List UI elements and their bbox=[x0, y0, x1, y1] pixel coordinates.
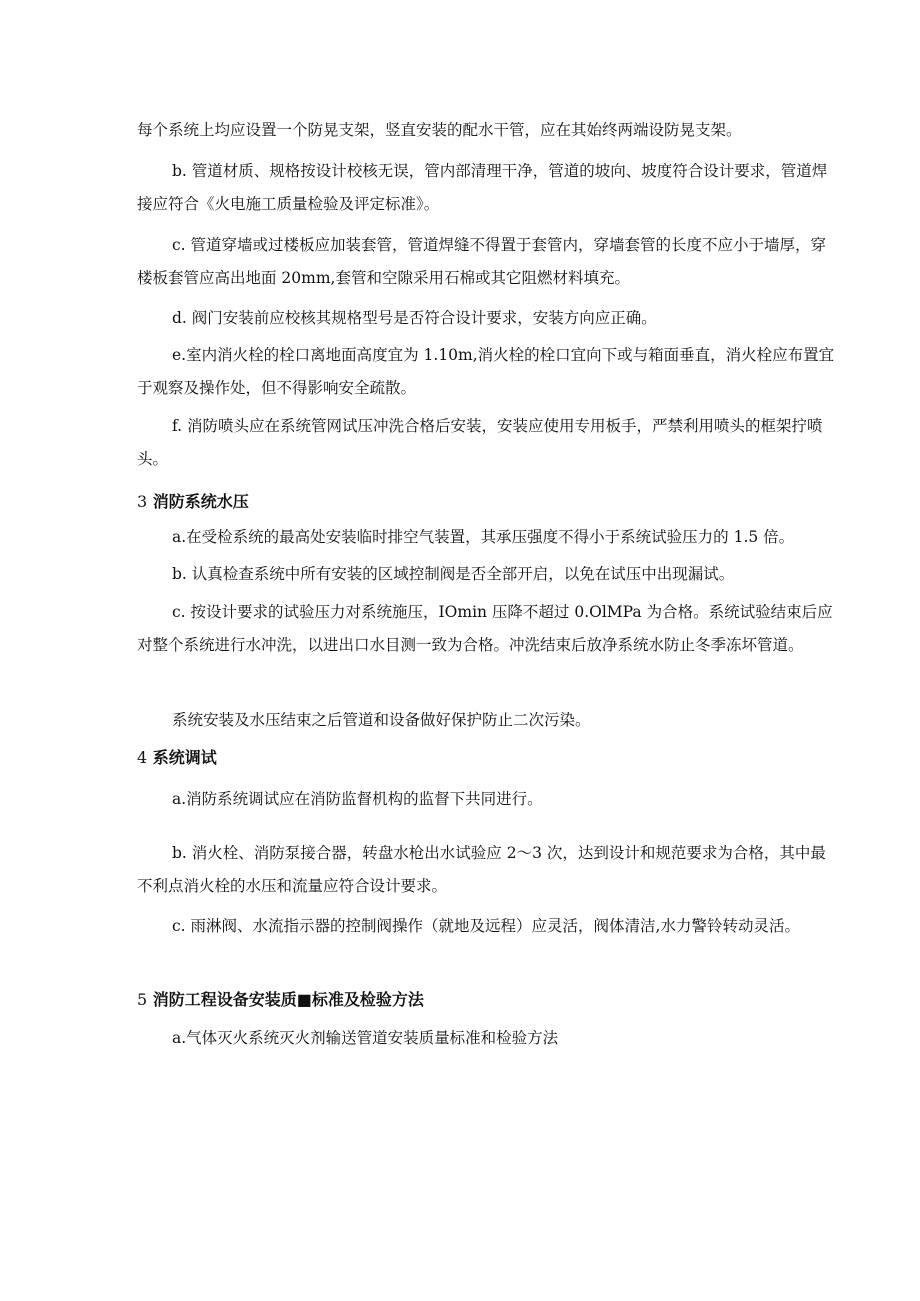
paragraph-item-e-hydrant: e.室内消火栓的栓口离地面高度宜为 1.10m,消火栓的栓口宜向下或与箱面垂直，消火栓应布置宜于观察及操作处，但不得影响安全疏散。 bbox=[137, 346, 835, 397]
paragraph-3c-pressure-test: c. 按设计要求的试验压力对系统施压，IOmin 压降不超过 0.OlMPa 为合格。系统试验结束后应对整个系统进行水冲洗，以进出口水目测一致为合格。冲洗结束后放净系统水防止冬季冻坏管道。 bbox=[137, 603, 833, 654]
section-title: 系统调试 bbox=[152, 748, 217, 767]
section-title: 消防工程设备安装质■标准及检验方法 bbox=[152, 990, 424, 1009]
section-number: 5 bbox=[137, 990, 148, 1009]
paragraph-3a-vent: a.在受检系统的最高处安装临时排空气装置，其承压强度不得小于系统试验压力的 1.5 倍。 bbox=[172, 528, 795, 546]
paragraph-protection: 系统安装及水压结束之后管道和设备做好保护防止二次污染。 bbox=[172, 711, 591, 729]
paragraph-3b-control-valve: b. 认真检查系统中所有安装的区域控制阀是否全部开启，以免在试压中出现漏试。 bbox=[172, 565, 735, 583]
paragraph-4c-deluge-valve: c. 雨淋阀、水流指示器的控制阀操作（就地及远程）应灵活，阀体清洁,水力警铃转动灵活。 bbox=[172, 917, 800, 935]
paragraph-item-f-sprinkler: f. 消防喷头应在系统管网试压冲洗合格后安装，安装应使用专用板手，严禁利用喷头的框架拧喷头。 bbox=[137, 417, 823, 468]
paragraph-4a-supervision: a.消防系统调试应在消防监督机构的监督下共同进行。 bbox=[172, 790, 543, 808]
section-number: 3 bbox=[137, 492, 148, 511]
section-number: 4 bbox=[137, 748, 148, 767]
paragraph-sway-bracing: 每个系统上均应设置一个防晃支架，竖直安装的配水干管，应在其始终两端设防晃支架。 bbox=[137, 121, 742, 139]
paragraph-item-c-sleeve: c. 管道穿墙或过楼板应加装套管，管道焊缝不得置于套管内，穿墙套管的长度不应小于墙厚，穿楼板套管应高出地面 20mm,套管和空隙采用石棉或其它阻燃材料填充。 bbox=[137, 236, 827, 287]
paragraph-item-b-pipe-material: b. 管道材质、规格按设计校核无误，管内部清理干净，管道的坡向、坡度符合设计要求，管道焊接应符合《火电施工质量检验及评定标准》。 bbox=[137, 162, 828, 213]
section-heading-5 bbox=[137, 988, 837, 1012]
section-title: 消防系统水压 bbox=[152, 492, 249, 511]
paragraph-4b-hydrant-test: b. 消火栓、消防泵接合器，转盘水枪出水试验应 2～3 次，达到设计和规范要求为合格，其中最不利点消火栓的水压和流量应符合设计要求。 bbox=[137, 844, 826, 895]
section-heading-4 bbox=[137, 746, 837, 770]
section-heading-3 bbox=[137, 490, 837, 514]
paragraph-item-d-valve: d. 阀门安装前应校核其规格型号是否符合设计要求，安装方向应正确。 bbox=[172, 309, 657, 327]
paragraph-5a-gas-extinguishing: a.气体灭火系统灭火剂输送管道安装质量标准和检验方法 bbox=[172, 1029, 559, 1047]
